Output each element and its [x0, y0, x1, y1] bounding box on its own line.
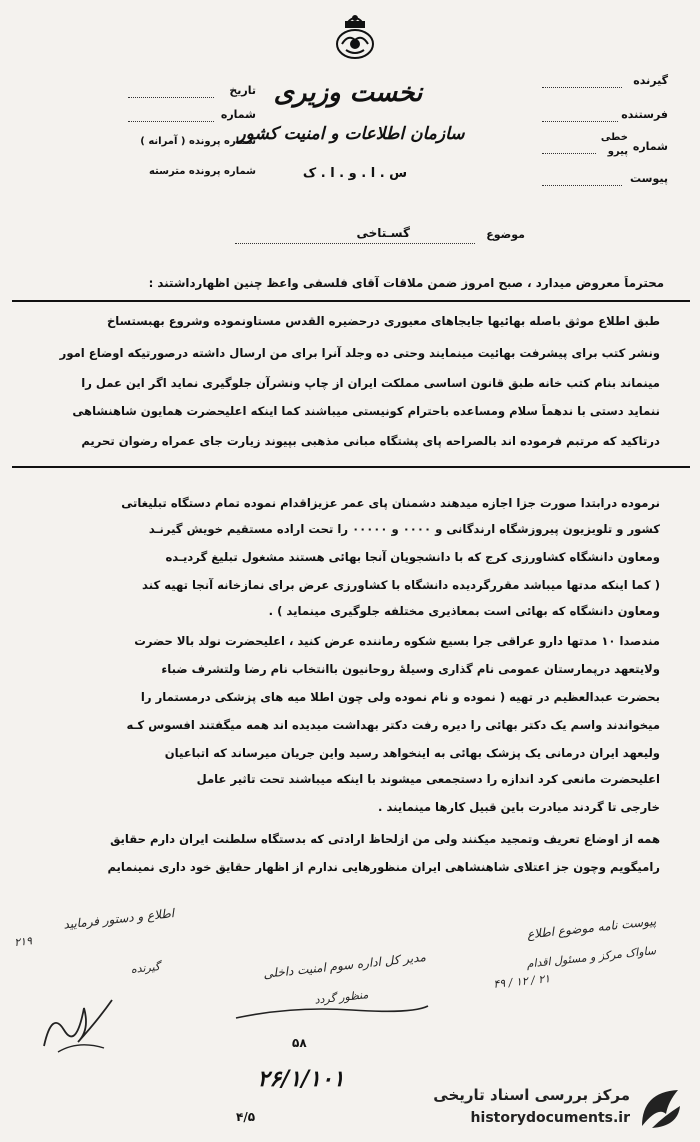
ministry-title: نخست وزیری: [273, 78, 423, 108]
quote-line: طبق اطلاع موثق باصله بهائیها جایجاهای معیوری درحضیره القدس مستاونموده وشروع بهبستساخ: [106, 314, 660, 328]
body-line: ( کما اینکه مدتها میباشد مقررگردیده دانشگاه با کشاورزی عرض برای نمازخانه آنجا تهیه کند: [142, 578, 660, 592]
field-attachment-dots: [542, 176, 622, 186]
field-number-dots: [542, 144, 596, 154]
handwritten-note-center-2: منظور گردد: [314, 988, 369, 1007]
handwritten-note-left-2: ۲۱۹: [13, 934, 33, 950]
quote-top-rule: [12, 300, 690, 302]
organization-abbr: س . ا . و . ا . ک: [302, 166, 408, 181]
handwritten-note-right-2: ساواک مرکز و مسئول اقدام: [526, 944, 657, 971]
watermark-name: مرکز بررسی اسناد تاریخی: [433, 1086, 630, 1104]
signature: [38, 990, 118, 1060]
quote-line: ننماید دستی با ندهماً سلام ومساعده باحترام کونیستی میباشند کما اینکه اعلیحضرت همایون شاهنشاهی: [72, 404, 660, 418]
field-sender-label: فرستنده: [621, 108, 668, 121]
organization-name: سازمان اطلاعات و امنیت کشور: [237, 124, 465, 144]
watermark-url: historydocuments.ir: [470, 1110, 630, 1126]
subject-line: [215, 226, 525, 246]
field-sender-dots: [542, 112, 618, 122]
field-number-label: شماره: [632, 140, 668, 153]
stamp-number: ۲۶/۱/۱۰۱: [257, 1066, 345, 1092]
body-line: ومعاون دانشگاه که بهائی است بمعاذیری مختلفه جلوگیری مینماید ) .: [268, 604, 660, 618]
field-number-sub-2: پیرو: [607, 146, 628, 157]
field-recipient-label: گیرنده: [633, 74, 668, 87]
body-line: نرموده درابتدا صورت جزا اجازه میدهند دشمنان پای عمر عزیزاقدام نموده تمام دستگاه تبلیغاتی: [121, 496, 660, 510]
field-number-sub-1: خطی: [600, 132, 628, 143]
handwritten-note-right-3: ۲۱ / ۱۲ / ۴۹: [492, 972, 551, 991]
body-line: رامیگویم وچون جز اعتلای شاهنشاهی ایران منظورهایی ندارم از اظهار حقایق خود داری نمینمایم: [107, 860, 660, 874]
quote-line: ونشر کتب برای پیشرفت بهائیت مینمایند وحتی ده وجلد آنرا برای من ارسال داشته درصورتیکه اوضاع امور: [59, 346, 660, 360]
handwritten-underline: [232, 1000, 432, 1024]
field-left-number-dots: [128, 112, 214, 122]
body-line: اعلیحضرت مانعی کرد اندازه را دستجمعی میشوند با اینکه میباشند تحت تاثیر عامل: [196, 772, 660, 786]
center-code: ۵۸: [292, 1036, 307, 1050]
field-date-dots: [128, 88, 214, 98]
body-line: ومعاون دانشگاه کشاورزی کرج که با دانشجویان آنجا بهائی هستند مشغول تبلیغ گردیـده: [165, 550, 660, 564]
watermark: [400, 1084, 690, 1136]
field-left-number-label: شماره: [220, 108, 256, 121]
intro-sentence: محترماً معروض میدارد ، صبح امروز ضمن ملاقات آقای فلسفی واعظ چنین اظهارداشتند :: [148, 276, 664, 290]
body-line: کشور و تلویزیون پیروزشگاه ارندگانی و ۰۰۰۰ و ۰۰۰۰۰ را تحت اراده مستقیم خویش گیرنـد: [148, 522, 660, 536]
crown-lion-emblem: [332, 12, 378, 62]
handwritten-note-center-1: مدیر کل اداره سوم امنیت داخلی: [262, 949, 427, 981]
handwritten-note-left-3: گیرنده: [130, 960, 161, 977]
body-line: میخواندند واسم یک دکتر بهائی را دیره رفت دکتر بهداشت میدیده اند همه میگفتند افسوس کـه: [126, 718, 660, 732]
field-recipient-dots: [542, 78, 622, 88]
body-line: ولیعهد ایران درمانی یک پزشک بهائی به اینخواهد رسید واین جریان میرساند که اتباعیان: [164, 746, 660, 760]
subject-value: گسـتاخی: [354, 226, 413, 240]
body-line: ولایتعهد درپمارستان عمومی نام گذاری وسیلهٔ روحانیون باانتخاب نام رضا ولتشرف ضباء: [161, 662, 660, 676]
quote-line: درتاکید که مرتبم فرموده اند بالصراحه پای پشتگاه مبانی مذهبی بپیوند زیارت جای عمراه رضوان تحریم: [81, 434, 660, 448]
handwritten-note-left-1: اطلاع و دستور فرمایید: [62, 906, 175, 932]
body-line: مندصدا ۱۰ مدتها دارو عراقی جرا بسیع شکوه رماننده عرض کنید ، اعلیحضرت نولد بالا حضرت: [134, 634, 660, 648]
field-date-label: تاریخ: [229, 84, 256, 97]
subject-label: موضوع: [486, 228, 525, 241]
stamp-code: ۴/۵: [236, 1110, 256, 1124]
handwritten-note-right-1: پیوست نامه موضوع اطلاع: [526, 914, 657, 942]
body-line: همه از اوضاع تعریف وتمجید میکنند ولی من ازلحاظ ارادتی که بدستگاه سلطنت ایران دارم حقایق: [110, 832, 660, 846]
body-line: بحضرت عبدالعظیم در تهیه ( نموده و نام نموده ولی چون اطلا میه های پزشکی درمستمار را: [140, 690, 660, 704]
field-closed-file-label: شماره پرونده مترسته: [148, 166, 256, 177]
quote-line: مینماند بنام کتب خانه طبق قانون اساسی مملکت ایران از چاپ ونشرآن جلوگیری نماید اگر این عمل را: [81, 376, 660, 390]
left-header-fields: [96, 84, 256, 184]
field-file-number-label: شماره پرونده ( آمرانه ): [140, 136, 256, 147]
watermark-logo-icon: [638, 1086, 684, 1132]
body-line: خارجی تا گردند میادرت باین قبیل کارها مینمایند .: [378, 800, 660, 814]
field-attachment-label: پیوست: [630, 172, 668, 185]
quote-bottom-rule: [12, 466, 690, 468]
